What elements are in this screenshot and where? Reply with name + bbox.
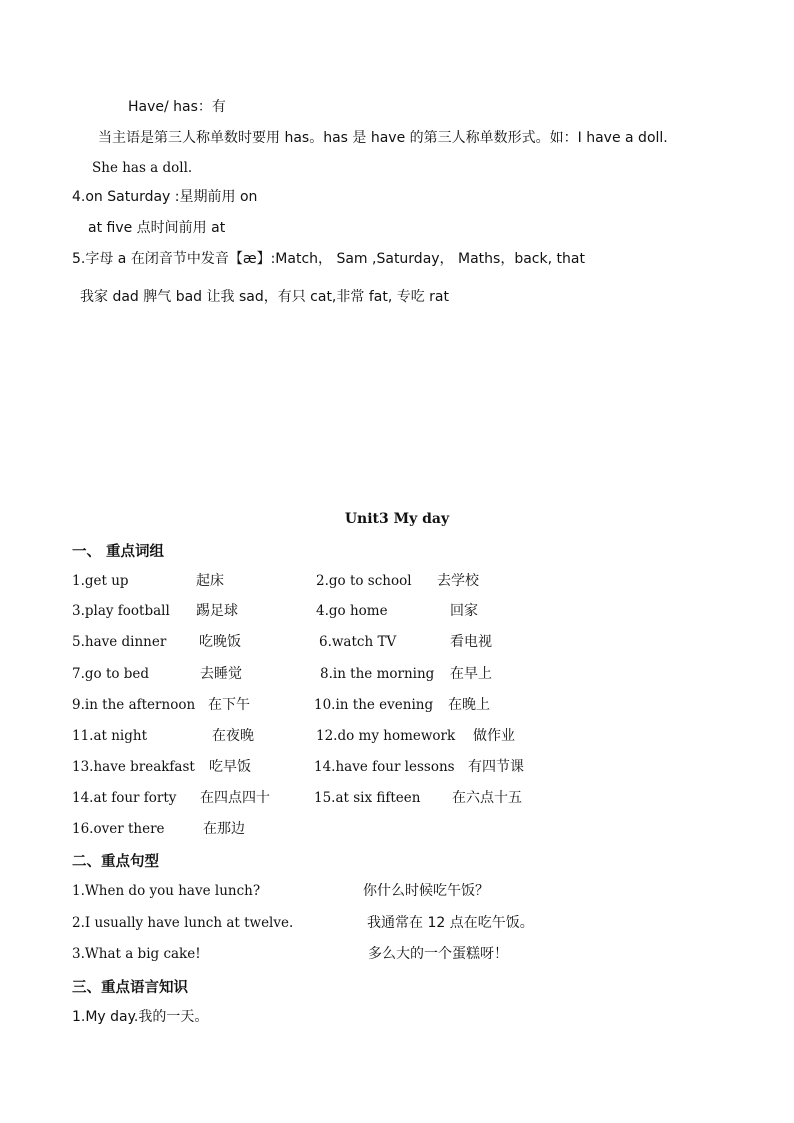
sentence-en: 2.I usually have lunch at twelve.	[72, 915, 294, 931]
at-five-note: at five 点时间前用 at	[88, 220, 226, 236]
phrase-en: 5.have dinner	[72, 634, 167, 650]
phrase-en: 6.watch TV	[319, 634, 397, 650]
phrase-en: 9.in the afternoon	[72, 697, 196, 713]
third-person-rule: 当主语是第三人称单数时要用 has。has 是 have 的第三人称单数形式。如：I have a doll.	[98, 130, 668, 146]
unit-title: Unit3 My day	[344, 511, 450, 527]
phrase-zh: 踢足球	[196, 603, 238, 619]
phrase-en: 13.have breakfast	[72, 759, 195, 775]
phrase-zh: 在夜晚	[212, 728, 254, 744]
sentence-en: 3.What a big cake!	[72, 946, 201, 962]
phrase-zh: 在四点四十	[200, 790, 270, 806]
phrase-en: 7.go to bed	[72, 666, 150, 682]
phrase-zh: 在晚上	[448, 697, 490, 713]
phrase-en: 4.go home	[316, 603, 388, 619]
third-person-example: She has a doll.	[92, 160, 193, 176]
phrase-en: 2.go to school	[316, 573, 412, 589]
phrase-zh: 去学校	[437, 573, 479, 589]
phrase-en: 10.in the evening	[314, 697, 434, 713]
sentence-zh: 你什么时候吃午饭？	[363, 883, 489, 899]
sentence-en: 1.When do you have lunch?	[72, 883, 261, 899]
phrase-zh: 在六点十五	[452, 790, 522, 806]
phrase-zh: 在早上	[450, 666, 492, 682]
phrase-zh: 看电视	[450, 634, 492, 650]
phrase-en: 11.at night	[72, 728, 148, 744]
phrase-en: 12.do my homework	[316, 728, 456, 744]
sentence-zh: 多么大的一个蛋糕呀！	[368, 946, 508, 962]
knowledge-item: 1.My day.我的一天。	[72, 1009, 209, 1025]
section1-heading: 一、 重点词组	[72, 544, 165, 560]
phrase-en: 1.get up	[72, 573, 129, 589]
phrase-en: 16.over there	[72, 821, 165, 837]
section3-heading: 三、重点语言知识	[72, 980, 188, 996]
have-has-note: Have/ has：有	[128, 99, 226, 115]
phrase-en: 8.in the morning	[320, 666, 435, 682]
phrase-en: 15.at six fifteen	[314, 790, 421, 806]
phrase-zh: 做作业	[473, 728, 515, 744]
phrase-en: 3.play football	[72, 603, 170, 619]
phrase-zh: 去睡觉	[200, 666, 242, 682]
rhyme: 我家 dad 脾气 bad 让我 sad，有只 cat,非常 fat, 专吃 rat	[80, 289, 450, 305]
phrase-zh: 回家	[450, 603, 478, 619]
phrase-en: 14.at four forty	[72, 790, 177, 806]
phrase-zh: 吃早饭	[209, 759, 251, 775]
phrase-en: 14.have four lessons	[314, 759, 455, 775]
section2-heading: 二、重点句型	[72, 854, 159, 870]
phrase-zh: 有四节课	[468, 759, 524, 775]
phrase-zh: 在那边	[203, 821, 245, 837]
sentence-zh: 我通常在 12 点在吃午饭。	[367, 915, 534, 931]
on-saturday-note: 4.on Saturday :星期前用 on	[72, 189, 258, 205]
phrase-zh: 起床	[196, 573, 224, 589]
letter-a-note: 5.字母 a 在闭音节中发音【æ】:Match， Sam ,Saturday， Maths，back, that	[72, 251, 585, 267]
phrase-zh: 吃晚饭	[199, 634, 241, 650]
phrase-zh: 在下午	[208, 697, 250, 713]
